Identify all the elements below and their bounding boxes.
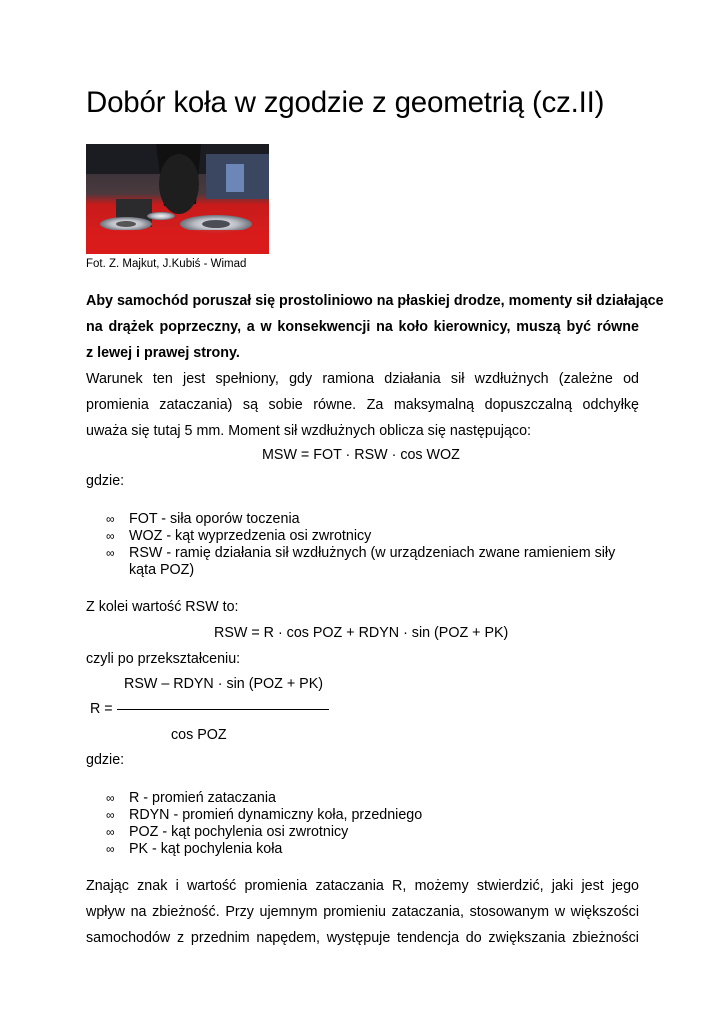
list-item: ∞ POZ - kąt pochylenia osi zwrotnicy [106, 824, 349, 840]
definitions-list-2 [86, 790, 646, 858]
paragraph-line: wpływ na zbieżność. Przy ujemnym promieniu zataczania, stosowanym w większości [86, 904, 639, 921]
rsw-intro: Z kolei wartość RSW to: [86, 599, 239, 615]
where-label-2: gdzie: [86, 752, 125, 768]
where-label: gdzie: [86, 473, 125, 489]
list-item: ∞ RDYN - promień dynamiczny koła, przedniego [106, 807, 423, 823]
list-item: ∞ FOT - siła oporów toczenia [106, 511, 300, 527]
paragraph-line: samochodów z przednim napędem, występuje tendencja do zwiększania zbieżności [86, 930, 639, 947]
infinity-bullet-icon: ∞ [106, 529, 115, 543]
infinity-bullet-icon: ∞ [106, 791, 115, 805]
condition-paragraph [86, 366, 639, 445]
infinity-bullet-icon: ∞ [106, 825, 115, 839]
wheel-alignment-photo [86, 144, 269, 254]
paragraph-line: Warunek ten jest spełniony, gdy ramiona działania sił wzdłużnych (zależne od [86, 371, 639, 387]
list-item: ∞ PK - kąt pochylenia koła [106, 841, 283, 857]
infinity-bullet-icon: ∞ [106, 808, 115, 822]
photo-caption: Fot. Z. Majkut, J.Kubiś - Wimad [86, 258, 247, 270]
intro-line: z lewej i prawej strony. [86, 345, 240, 362]
fraction-numerator: RSW – RDYN · sin (POZ + PK) [124, 676, 323, 692]
article-photo [86, 144, 269, 254]
intro-line: na drążek poprzeczny, a w konsekwencji na koło kierownicy, muszą być równe [86, 319, 639, 336]
list-item: ∞ R - promień zataczania [106, 790, 277, 806]
formula-rsw: RSW = R · cos POZ + RDYN · sin (POZ + PK) [214, 625, 509, 641]
formula-msw: MSW = FOT · RSW · cos WOZ [262, 447, 460, 463]
fraction-lhs: R = [90, 701, 113, 717]
paragraph-line: uważa się tutaj 5 mm. Moment sił wzdłużnych oblicza się następująco: [86, 423, 531, 440]
page-title: Dobór koła w zgodzie z geometrią (cz.II) [86, 86, 605, 119]
infinity-bullet-icon: ∞ [106, 842, 115, 856]
paragraph-line: Znając znak i wartość promienia zataczania R, możemy stwierdzić, jaki jest jego [86, 878, 639, 894]
list-item: ∞ RSW - ramię działania sił wzdłużnych (w urządzeniach zwane ramieniem siły kąta POZ) [106, 545, 616, 578]
intro-line: Aby samochód poruszał się prostoliniowo na płaskiej drodze, momenty sił działające [86, 293, 664, 309]
transform-label: czyli po przekształceniu: [86, 651, 241, 667]
paragraph-line: promienia zataczania) są sobie równe. Za maksymalną dopuszczalną odchyłkę [86, 397, 639, 414]
definitions-list-1 [86, 511, 646, 579]
infinity-bullet-icon: ∞ [106, 546, 115, 560]
effect-paragraph [86, 873, 639, 952]
fraction-denominator: cos POZ [171, 727, 227, 743]
fraction-bar [117, 709, 329, 710]
list-item: ∞ WOZ - kąt wyprzedzenia osi zwrotnicy [106, 528, 372, 544]
infinity-bullet-icon: ∞ [106, 512, 115, 526]
intro-paragraph [86, 288, 664, 367]
